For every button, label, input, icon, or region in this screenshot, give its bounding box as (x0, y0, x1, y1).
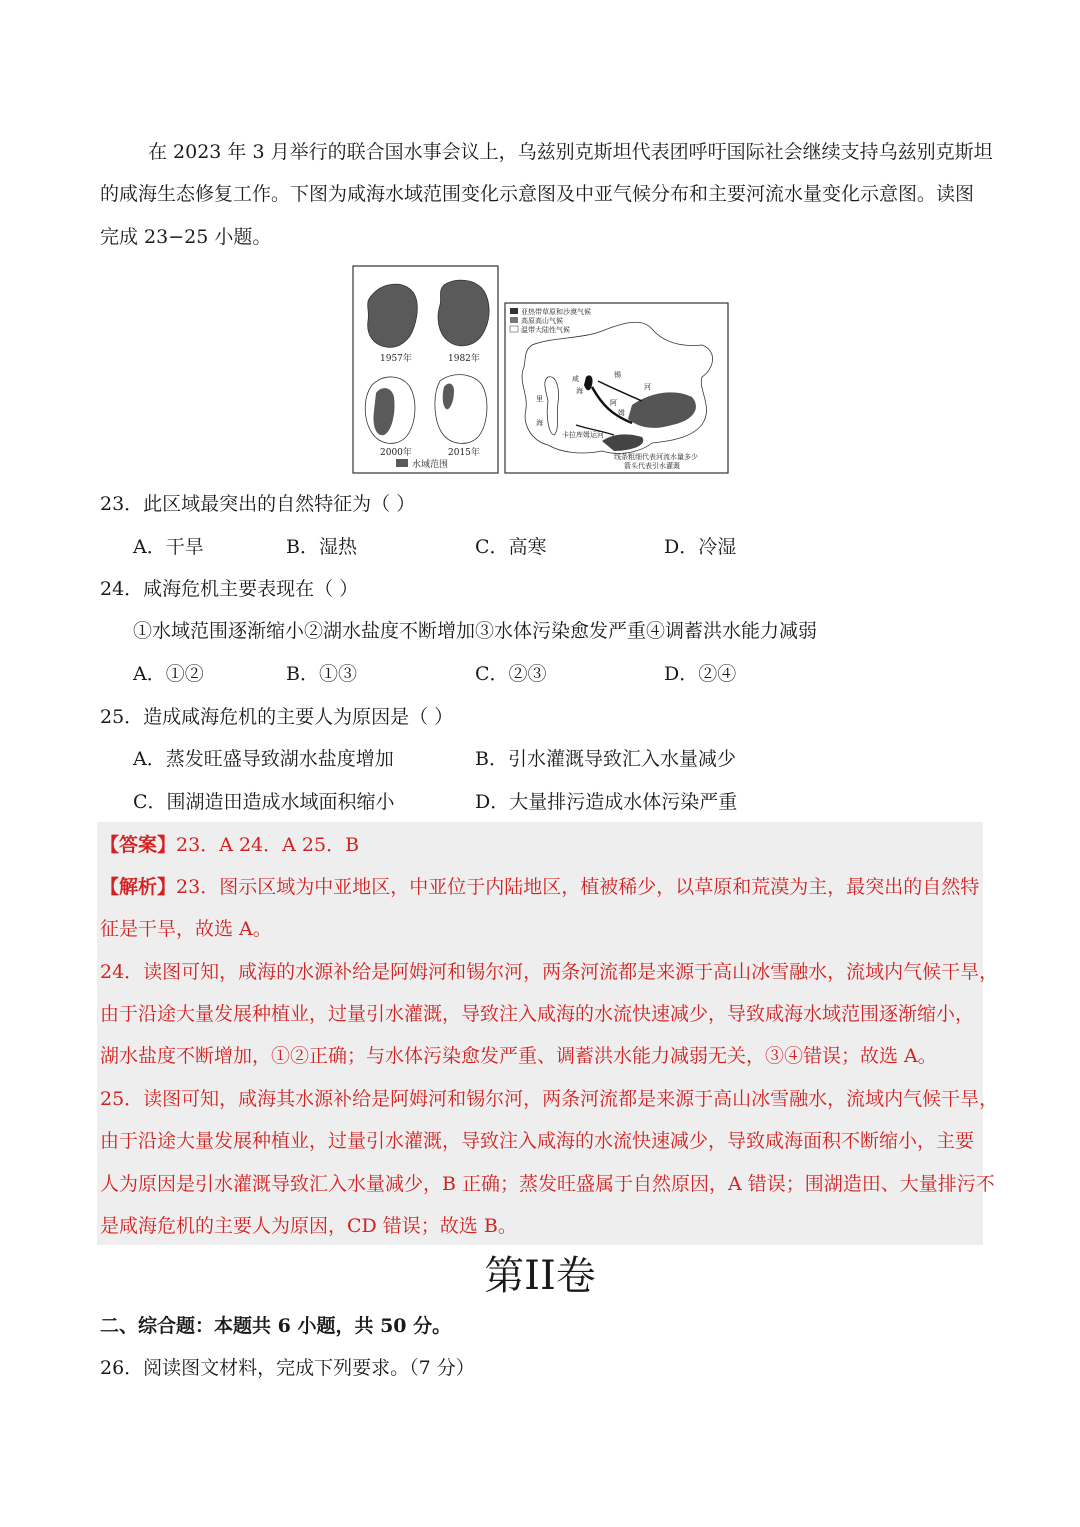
q25-option-a[interactable]: A．蒸发旺盛导致湖水盐度增加 (133, 748, 394, 770)
note-line-width: 线条粗细代表河流水量多少 (614, 453, 698, 461)
answer-line (100, 833, 359, 857)
year-2000-label: 2000年 (380, 448, 412, 458)
aral-1982-shape (438, 280, 489, 346)
analysis-24-line-3: 湖水盐度不断增加，①②正确；与水体污染愈发严重、调蓄洪水能力减弱无关，③④错误；故选 A。 (100, 1045, 937, 1067)
analysis-23-line-1 (100, 875, 979, 899)
analysis-23-text-1: 23．图示区域为中亚地区，中亚位于内陆地区，植被稀少，以草原和荒漠为主，最突出的自然特 (176, 876, 980, 898)
analysis-25-line-3: 人为原因是引水灌溉导致汇入水量减少，B 正确；蒸发旺盛属于自然原因，A 错误；围湖造田、大量排污不 (100, 1173, 995, 1195)
water-legend-label: 水域范围 (412, 460, 449, 470)
section-heading: 二、综合题：本题共 6 小题，共 50 分。 (100, 1315, 452, 1337)
q25-option-c[interactable]: C．围湖造田造成水域面积缩小 (133, 791, 395, 813)
analysis-23-line-2: 征是干旱，故选 A。 (100, 918, 272, 940)
q23-stem: 23．此区域最突出的自然特征为（ ） (100, 493, 416, 515)
q23-option-c[interactable]: C．高寒 (475, 536, 547, 558)
intro-line-3: 完成 23−25 小题。 (100, 226, 272, 248)
q25-option-d[interactable]: D．大量排污造成水体污染严重 (475, 791, 738, 813)
label-hai: 海 (576, 387, 583, 395)
water-legend-swatch (396, 459, 408, 467)
part2-title: 第II卷 (484, 1253, 596, 1299)
label-xi: 锡 (614, 371, 621, 379)
year-1957-label: 1957年 (380, 354, 412, 364)
q25-option-b[interactable]: B．引水灌溉导致汇入水量减少 (475, 748, 736, 770)
answer-label: 【答案】 (100, 834, 177, 856)
label-he: 河 (644, 383, 651, 391)
intro-line-1: 在 2023 年 3 月举行的联合国水事会议上，乌兹别克斯坦代表团呼吁国际社会继续支持乌兹别克斯坦 (148, 141, 993, 163)
analysis-25-line-1: 25．读图可知，咸海其水源补给是阿姆河和锡尔河，两条河流都是来源于高山冰雪融水，流域内气候干旱， (100, 1088, 999, 1110)
q24-option-c[interactable]: C．②③ (475, 663, 547, 685)
label-mu: 姆 (618, 409, 625, 417)
q23-option-b[interactable]: B．湿热 (286, 536, 357, 558)
q24-option-a[interactable]: A．①② (133, 663, 204, 685)
q24-statements: ①水域范围逐渐缩小②湖水盐度不断增加③水体污染愈发严重④调蓄洪水能力减弱 (133, 620, 818, 642)
analysis-25-line-4: 是咸海危机的主要人为原因，CD 错误；故选 B。 (100, 1215, 517, 1237)
label-a: 阿 (610, 399, 617, 407)
climate-legend-3: 温带大陆性气候 (521, 326, 570, 334)
q24-option-d[interactable]: D．②④ (664, 663, 737, 685)
q23-option-d[interactable]: D．冷湿 (664, 536, 737, 558)
analysis-24-line-1: 24．读图可知，咸海的水源补给是阿姆河和锡尔河，两条河流都是来源于高山冰雪融水，流域内气候干旱， (100, 961, 999, 983)
label-hai-2: 海 (536, 419, 543, 427)
climate-legend-1: 亚热带草原和沙漠气候 (521, 308, 591, 316)
q24-option-b[interactable]: B．①③ (286, 663, 357, 685)
climate-legend-2: 高原高山气候 (521, 317, 563, 325)
label-canal: 卡拉库姆运河 (562, 431, 604, 439)
analysis-label: 【解析】 (100, 876, 177, 898)
answer-values: 23．A 24．A 25．B (176, 834, 360, 856)
intro-line-2: 的咸海生态修复工作。下图为咸海水域范围变化示意图及中亚气候分布和主要河流水量变化示意图。读图 (100, 183, 975, 205)
year-2015-label: 2015年 (448, 448, 480, 458)
q25-stem: 25．造成咸海危机的主要人为原因是（ ） (100, 706, 454, 728)
analysis-24-line-2: 由于沿途大量发展种植业，过量引水灌溉，导致注入咸海的水流快速减少，导致咸海水域范围逐渐缩小， (100, 1003, 975, 1025)
q23-option-a[interactable]: A．干旱 (133, 536, 204, 558)
label-xian: 咸 (572, 375, 579, 383)
aral-sea-figure (352, 265, 730, 475)
year-1982-label: 1982年 (448, 354, 480, 364)
label-li: 里 (536, 395, 543, 403)
analysis-25-line-2: 由于沿途大量发展种植业，过量引水灌溉，导致注入咸海的水流快速减少，导致咸海面积不断缩小，主要 (100, 1130, 975, 1152)
q26-stem: 26．阅读图文材料，完成下列要求。（7 分） (100, 1357, 475, 1379)
note-arrow: 箭头代表引水灌溉 (624, 462, 680, 470)
q24-stem: 24．咸海危机主要表现在（ ） (100, 578, 359, 600)
